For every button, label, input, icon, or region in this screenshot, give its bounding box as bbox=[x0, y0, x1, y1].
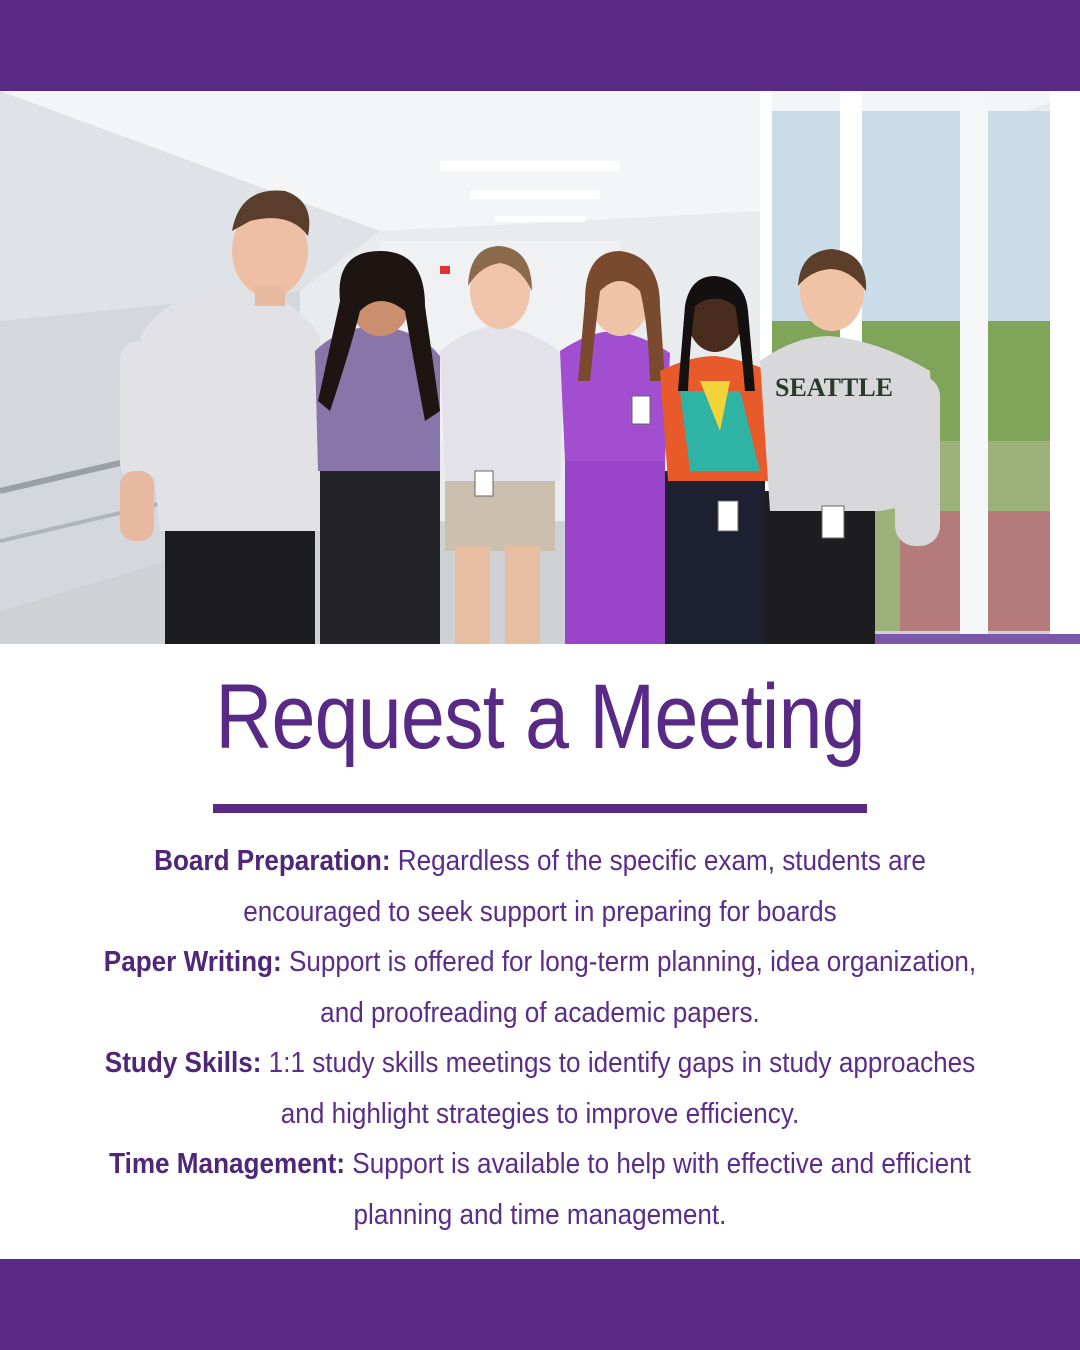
top-purple-band bbox=[0, 0, 1080, 91]
service-time-management bbox=[90, 1139, 990, 1240]
service-name: Paper Writing: bbox=[103, 946, 282, 978]
service-name: Study Skills: bbox=[104, 1047, 262, 1079]
title-divider bbox=[213, 804, 867, 813]
bottom-purple-band bbox=[0, 1259, 1080, 1350]
sweatshirt-text: SEATTLE bbox=[775, 373, 894, 402]
page-title: Request a Meeting bbox=[215, 666, 865, 768]
students-group-photo bbox=[0, 91, 1080, 644]
service-board-preparation bbox=[90, 836, 990, 937]
service-description: Support is offered for long-term planning, idea organization, and proofreading of academic papers. bbox=[288, 946, 977, 1029]
service-paper-writing bbox=[90, 937, 990, 1038]
services-list bbox=[40, 836, 1040, 1240]
service-description: Regardless of the specific exam, students are encouraged to seek support in preparing for boards bbox=[243, 845, 926, 928]
service-study-skills bbox=[90, 1038, 990, 1139]
service-name: Time Management: bbox=[109, 1148, 346, 1180]
service-description: Support is available to help with effective and efficient planning and time management. bbox=[352, 1148, 971, 1231]
service-name: Board Preparation: bbox=[154, 845, 391, 877]
service-description: 1:1 study skills meetings to identify gaps in study approaches and highlight strategies to improve efficiency. bbox=[268, 1047, 976, 1130]
